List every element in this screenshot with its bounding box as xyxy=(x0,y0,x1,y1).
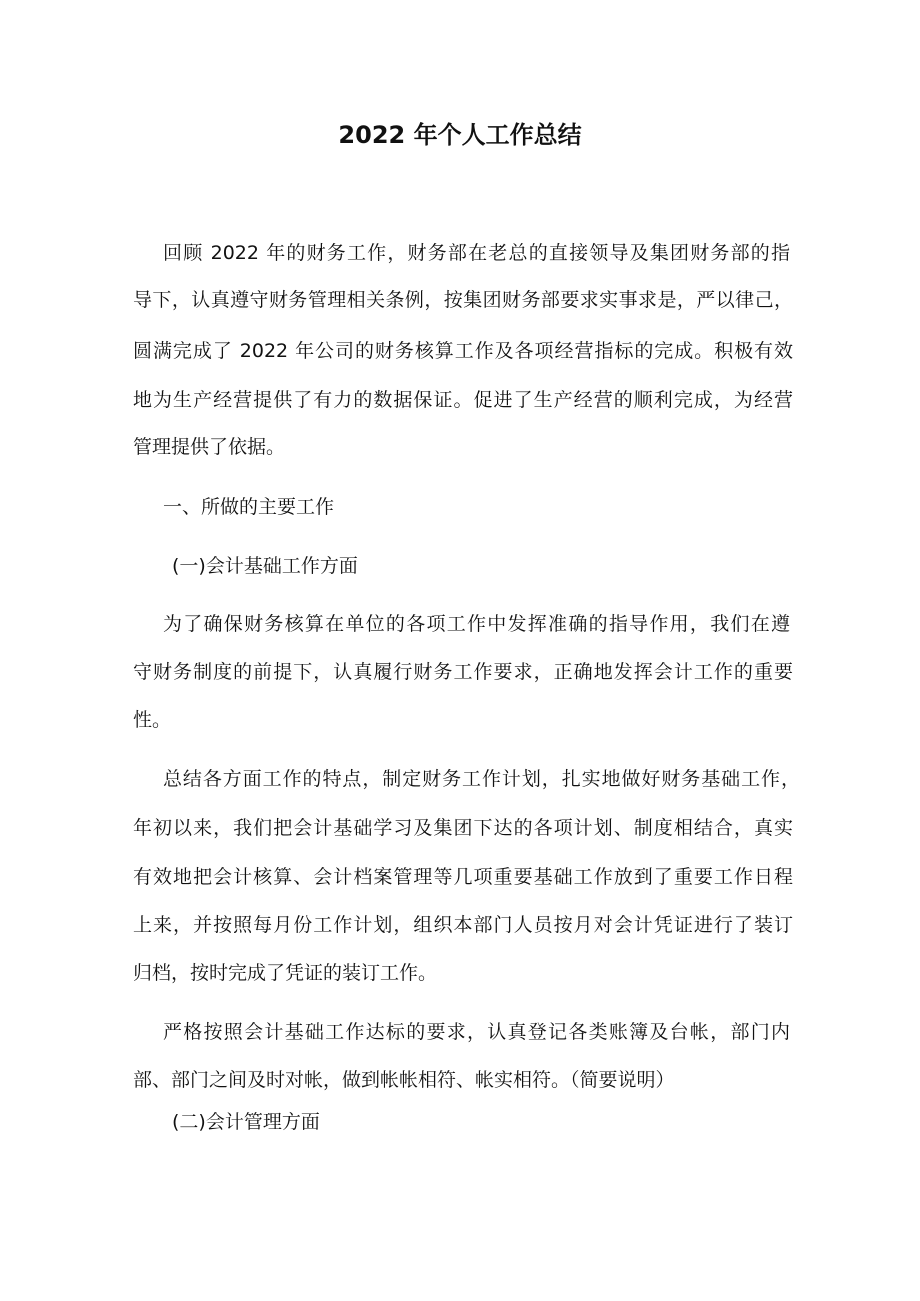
paragraph-line: 守财务制度的前提下，认真履行财务工作要求，正确地发挥会计工作的重要 xyxy=(133,661,793,683)
subsection-heading: (一)会计基础工作方面 xyxy=(172,555,358,577)
section-heading: 一、所做的主要工作 xyxy=(163,496,335,518)
intro-line: 地为生产经营提供了有力的数据保证。促进了生产经营的顺利完成，为经营 xyxy=(133,389,793,411)
paragraph-line: 归档，按时完成了凭证的装订工作。 xyxy=(133,962,438,984)
intro-line: 导下，认真遵守财务管理相关条例，按集团财务部要求实事求是，严以律己， xyxy=(133,289,793,311)
paragraph-line: 性。 xyxy=(133,709,172,731)
paragraph-line: 为了确保财务核算在单位的各项工作中发挥准确的指导作用，我们在遵 xyxy=(163,613,790,635)
intro-line: 管理提供了依据。 xyxy=(133,436,286,458)
intro-line: 圆满完成了 2022 年公司的财务核算工作及各项经营指标的完成。积极有效 xyxy=(133,340,793,362)
subsection-heading: (二)会计管理方面 xyxy=(172,1111,320,1133)
document-title: 2022 年个人工作总结 xyxy=(338,121,582,149)
paragraph-line: 严格按照会计基础工作达标的要求，认真登记各类账簿及台帐，部门内 xyxy=(163,1021,790,1043)
paragraph-line: 年初以来，我们把会计基础学习及集团下达的各项计划、制度相结合，真实 xyxy=(133,817,793,839)
paragraph-line: 有效地把会计核算、会计档案管理等几项重要基础工作放到了重要工作日程 xyxy=(133,866,793,888)
paragraph-line: 部、部门之间及时对帐，做到帐帐相符、帐实相符。（简要说明） xyxy=(133,1069,675,1091)
paragraph-line: 总结各方面工作的特点，制定财务工作计划，扎实地做好财务基础工作， xyxy=(163,768,800,790)
paragraph-line: 上来，并按照每月份工作计划，组织本部门人员按月对会计凭证进行了装订 xyxy=(133,914,793,936)
intro-line: 回顾 2022 年的财务工作，财务部在老总的直接领导及集团财务部的指 xyxy=(163,242,790,264)
